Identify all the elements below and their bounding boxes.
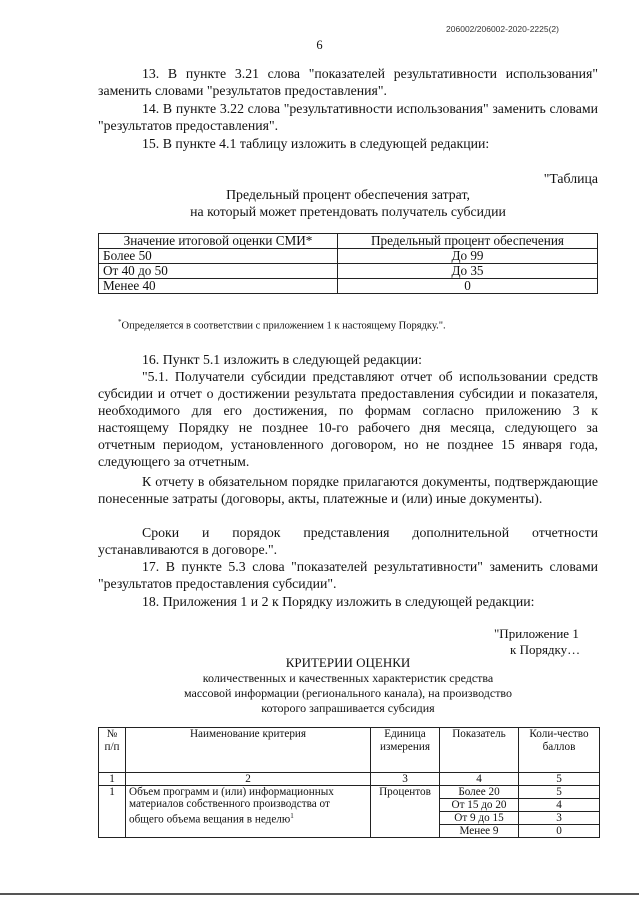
score-cell: 3 <box>519 812 600 825</box>
table-header-cell: Показатель <box>440 728 519 773</box>
paragraph-16-3: Сроки и порядок представления дополнительной отчетности устанавливаются в договоре.". <box>98 525 598 557</box>
table-label: "Таблица <box>543 171 598 186</box>
criterion-name <box>126 786 371 838</box>
table-header-cell: Предельный процент обеспечения <box>338 234 598 249</box>
unit-cell: Процентов <box>371 786 440 838</box>
criterion-text: Объем программ и (или) информационных материалов собственного производства от общего объема вещания в неделю <box>129 786 334 826</box>
footnote-mark: * <box>118 318 122 326</box>
column-number: 3 <box>371 773 440 786</box>
indicator-cell: Менее 9 <box>440 825 519 838</box>
table-header-cell: Наименование критерия <box>126 728 371 773</box>
paragraph-17: 17. В пункте 5.3 слова "показателей результативности" заменить словами "результатов предоставления субсидии". <box>98 559 598 591</box>
table-cell: До 99 <box>338 249 598 264</box>
appendix-line2: к Порядку… <box>510 642 581 657</box>
table-row <box>99 279 598 294</box>
paragraph-14: 14. В пункте 3.22 слова "результативности использования" заменить словами "результатов предоставления". <box>98 101 598 133</box>
table-cell: 0 <box>338 279 598 294</box>
column-number: 4 <box>440 773 519 786</box>
criteria-title: КРИТЕРИИ ОЦЕНКИ <box>285 655 411 670</box>
column-number-row <box>99 773 600 786</box>
limit-percent-table <box>98 233 598 294</box>
scan-edge-divider <box>0 893 639 895</box>
column-number: 5 <box>519 773 600 786</box>
table-row <box>99 249 598 264</box>
score-cell: 5 <box>519 786 600 799</box>
column-number: 2 <box>126 773 371 786</box>
table-row <box>99 264 598 279</box>
table-title-line1: Предельный процент обеспечения затрат, <box>226 187 470 202</box>
paragraph-16-1: "5.1. Получатели субсидии представляют отчет об использовании средств субсидии и отчет о достижении результата предоставления субсидии и показателя, необходимого для его достижения, по формам согласно приложению 3 к настоящему Порядку не позднее 10-го рабочего дня месяца, следующего за отчетным периодом, установленного договором, но не позднее 15 января года, следующего за отчетным. <box>98 369 598 469</box>
score-cell: 0 <box>519 825 600 838</box>
table-header-cell: № п/п <box>99 728 126 773</box>
table-header-row <box>99 728 600 773</box>
criteria-subtitle <box>148 671 548 716</box>
column-number: 1 <box>99 773 126 786</box>
table-header-cell: Значение итоговой оценки СМИ* <box>99 234 338 249</box>
table-title-line2: на который может претендовать получатель субсидии <box>190 204 506 219</box>
criteria-subtitle-line3: которого запрашивается субсидия <box>261 701 435 715</box>
indicator-cell: От 15 до 20 <box>440 799 519 812</box>
row-number: 1 <box>99 786 126 838</box>
indicator-cell: От 9 до 15 <box>440 812 519 825</box>
paragraph-15: 15. В пункте 4.1 таблицу изложить в следующей редакции: <box>142 136 490 151</box>
indicator-cell: Более 20 <box>440 786 519 799</box>
table-row <box>99 786 600 799</box>
paragraph-18: 18. Приложения 1 и 2 к Порядку изложить в следующей редакции: <box>142 594 535 609</box>
footnote <box>118 318 446 332</box>
paragraph-16: 16. Пункт 5.1 изложить в следующей редакции: <box>142 352 422 367</box>
score-cell: 4 <box>519 799 600 812</box>
footnote-text: Определяется в соответствии с приложением 1 к настоящему Порядку.". <box>121 320 446 332</box>
document-code: 206002/206002-2020-2225(2) <box>446 24 559 34</box>
table-cell: Менее 40 <box>99 279 338 294</box>
table-header-cell: Коли-чество баллов <box>519 728 600 773</box>
appendix-line1: "Приложение 1 <box>494 626 579 641</box>
criteria-subtitle-line2: массовой информации (регионального канала), на производство <box>183 686 513 700</box>
table-cell: Более 50 <box>99 249 338 264</box>
table-cell: От 40 до 50 <box>99 264 338 279</box>
table-header-row <box>99 234 598 249</box>
paragraph-16-2: К отчету в обязательном порядке прилагаются документы, подтверждающие понесенные затраты (договоры, акты, платежные и (или) иные документы). <box>98 474 598 506</box>
page-number: 6 <box>316 38 323 52</box>
criteria-subtitle-line1: количественных и качественных характеристик средства <box>202 671 494 685</box>
appendix-reference <box>494 626 580 658</box>
criterion-footnote-mark: 1 <box>290 812 294 820</box>
table-header-cell: Единица измерения <box>371 728 440 773</box>
paragraph-13: 13. В пункте 3.21 слова "показателей результативности использования" заменить словами "результатов предоставления". <box>98 66 598 98</box>
table-cell: До 35 <box>338 264 598 279</box>
criteria-table <box>98 727 600 838</box>
